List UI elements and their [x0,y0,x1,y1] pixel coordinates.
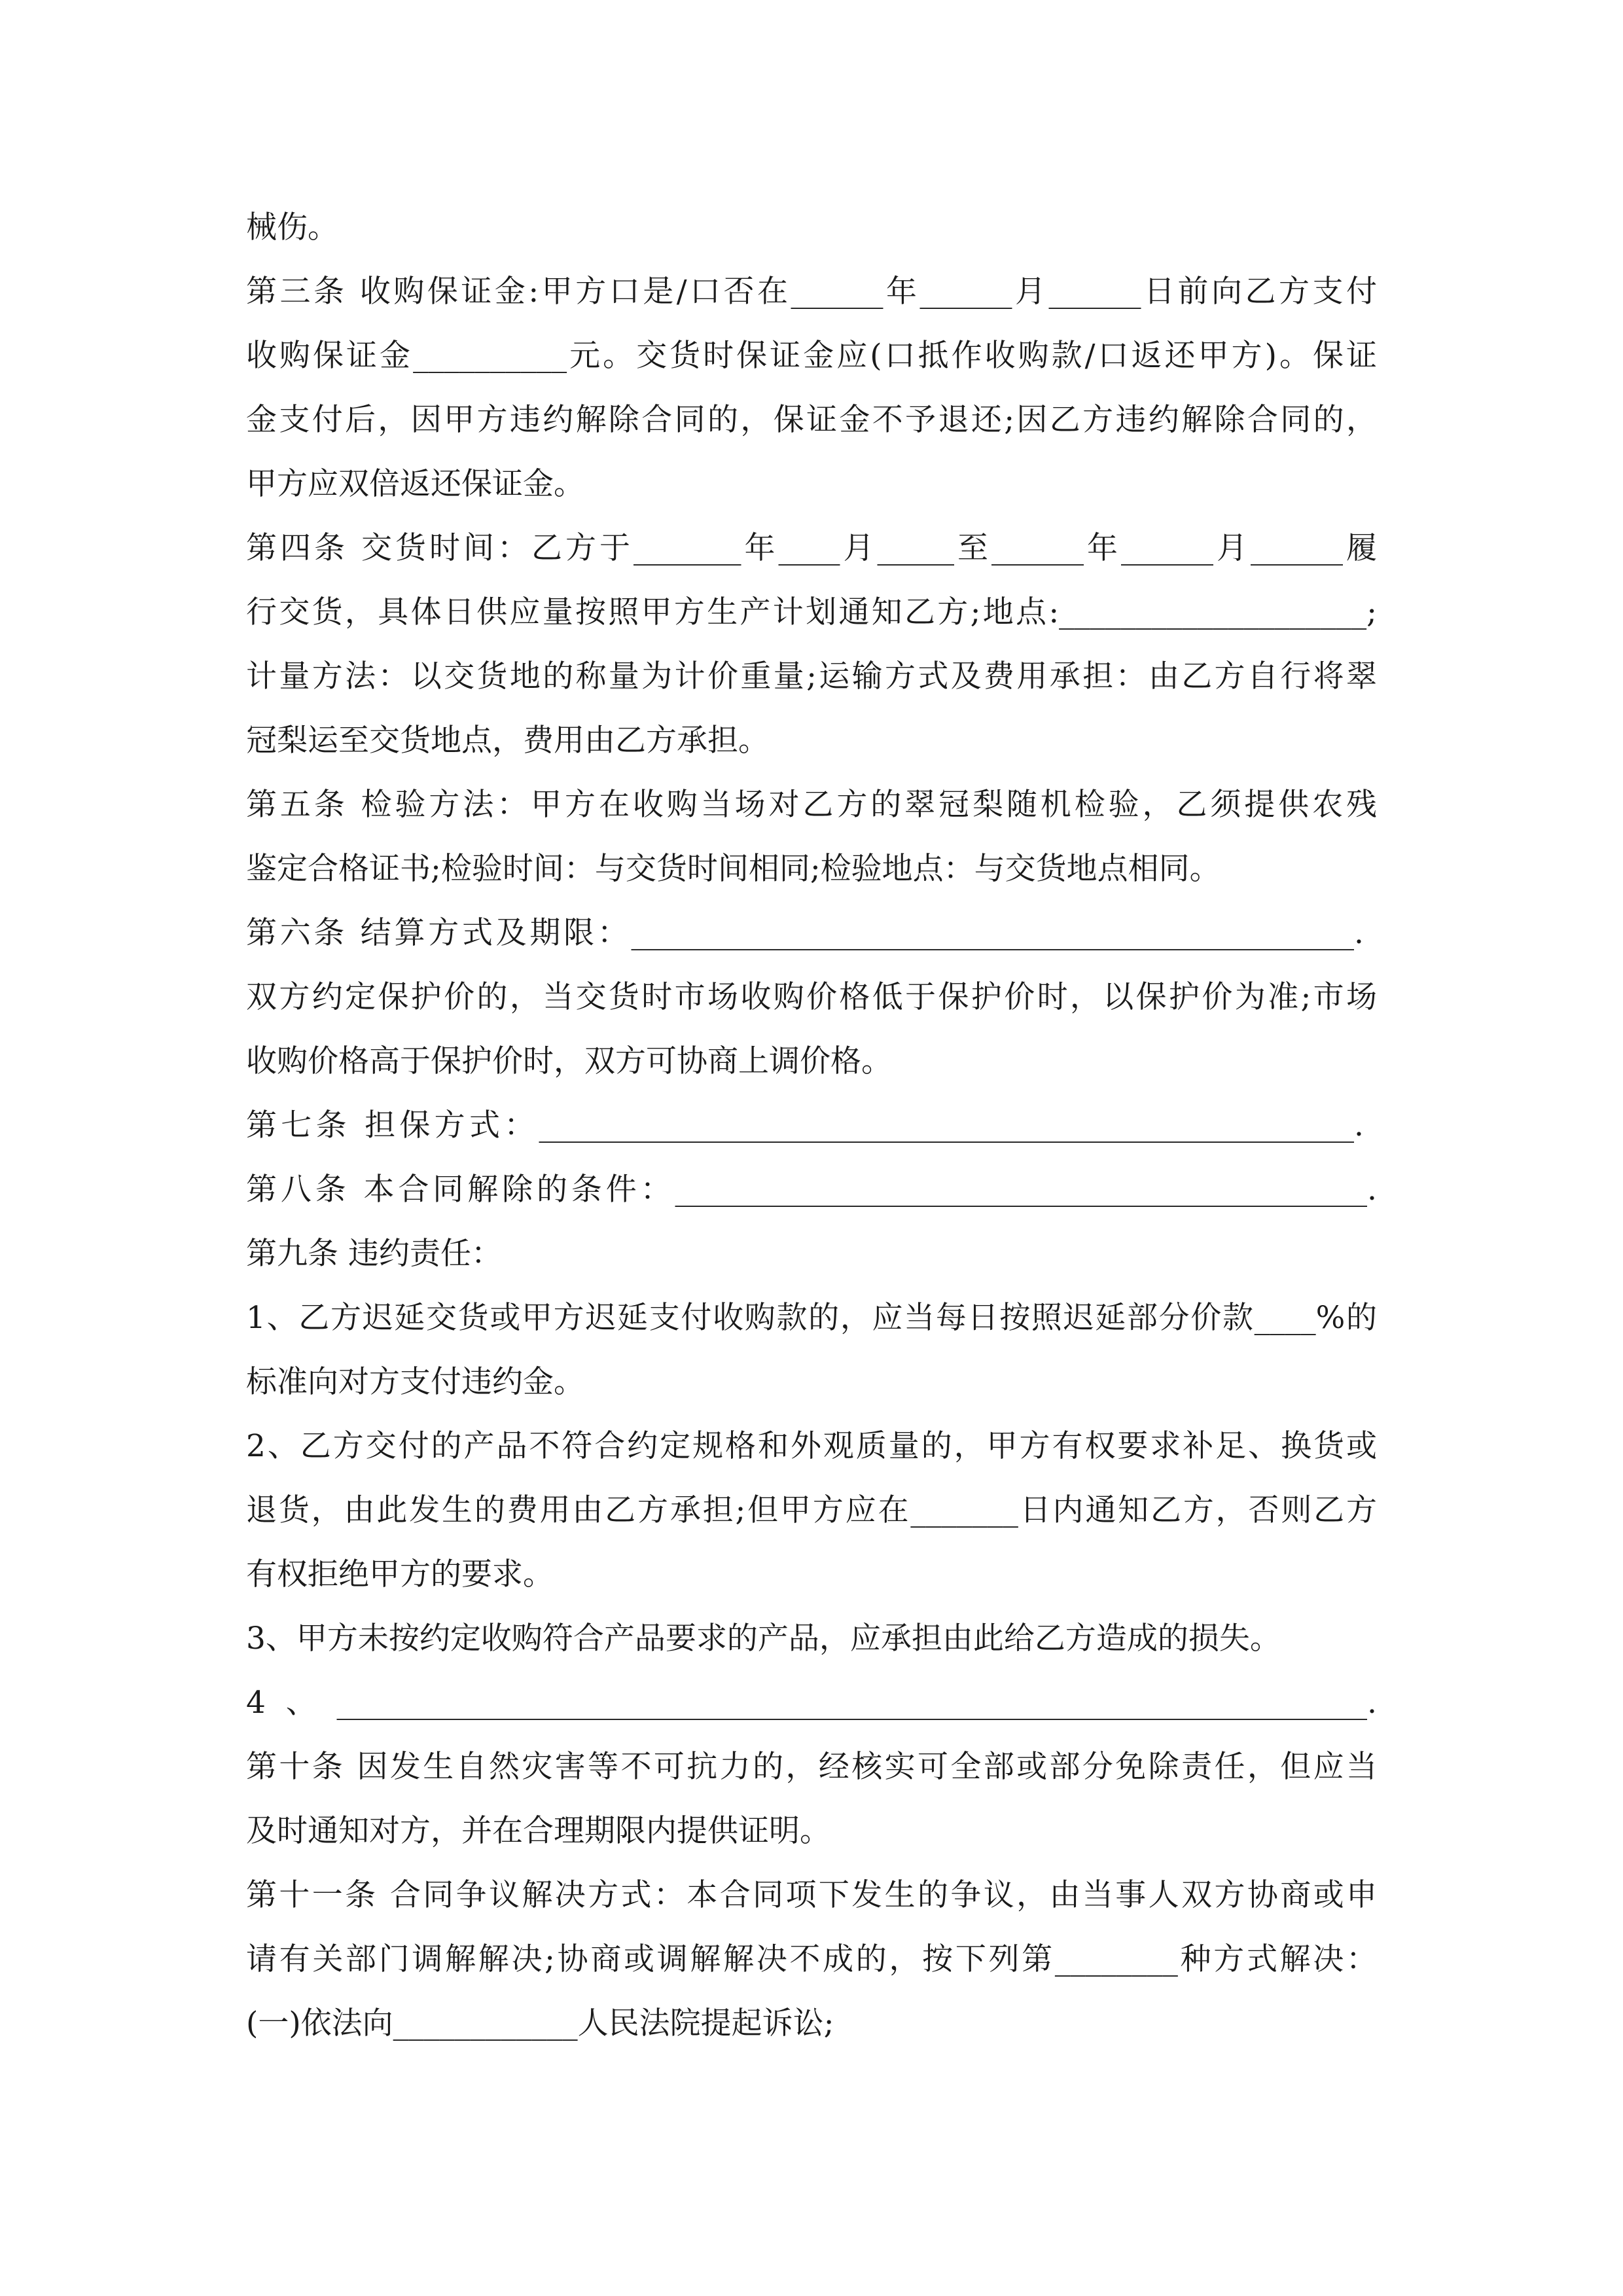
text-line: 甲方应双倍返还保证金。 [246,466,584,502]
text-line: 1、乙方迟延交货或甲方迟延支付收购款的，应当每日按照迟延部分价款____%的 [246,1300,1377,1336]
text-line: 双方约定保护价的，当交货时市场收购价格低于保护价时，以保护价为准;市场 [246,979,1377,1015]
text-line: 请有关部门调解解决;协商或调解解决不成的，按下列第________种方式解决： [246,1941,1377,1977]
text-line: 标准向对方支付违约金。 [246,1364,584,1400]
text-line: 收购价格高于保护价时，双方可协商上调价格。 [246,1043,892,1079]
text-line: 第四条 交货时间：乙方于_______年____月_____至______年______月______履 [246,530,1377,566]
text-line: 第八条 本合同解除的条件：_____________________________________________. [246,1172,1377,1208]
text-line: 冠梨运至交货地点，费用由乙方承担。 [246,723,769,759]
text-line: 退货，由此发生的费用由乙方承担;但甲方应在_______日内通知乙方，否则乙方 [246,1492,1377,1528]
text-line: 3、甲方未按约定收购符合产品要求的产品，应承担由此给乙方造成的损失。 [246,1621,1281,1657]
text-line: 第十一条 合同争议解决方式：本合同项下发生的争议，由当事人双方协商或申 [246,1877,1377,1913]
text-line: 4、___________________________________________________________________. [246,1685,1377,1721]
text-line: 械伤。 [246,209,338,245]
text-line: 第三条 收购保证金:甲方口是/口否在______年______月______日前向乙方支付 [246,274,1377,310]
text-line: 有权拒绝甲方的要求。 [246,1556,554,1592]
text-line: 行交货，具体日供应量按照甲方生产计划通知乙方;地点:____________________; [246,594,1377,630]
text-line: (一)依法向____________人民法院提起诉讼; [246,2005,834,2041]
text-line: 计量方法：以交货地的称量为计价重量;运输方式及费用承担：由乙方自行将翠 [246,658,1377,694]
text-line: 及时通知对方，并在合理期限内提供证明。 [246,1813,830,1849]
text-line: 金支付后，因甲方违约解除合同的，保证金不予退还;因乙方违约解除合同的， [246,402,1377,438]
text-line: 第六条 结算方式及期限：_______________________________________________. [246,915,1364,951]
text-line: 第七条 担保方式：_____________________________________________________. [246,1107,1364,1143]
text-line: 第十条 因发生自然灾害等不可抗力的，经核实可全部或部分免除责任，但应当 [246,1749,1377,1785]
text-line: 第九条 违约责任： [246,1236,502,1272]
text-line: 第五条 检验方法：甲方在收购当场对乙方的翠冠梨随机检验，乙须提供农残 [246,787,1377,823]
text-line: 鉴定合格证书;检验时间：与交货时间相同;检验地点：与交货地点相同。 [246,851,1221,887]
text-line: 收购保证金__________元。交货时保证金应(口抵作收购款/口返还甲方)。保证 [246,338,1377,374]
text-line: 2、乙方交付的产品不符合约定规格和外观质量的，甲方有权要求补足、换货或 [246,1428,1377,1464]
